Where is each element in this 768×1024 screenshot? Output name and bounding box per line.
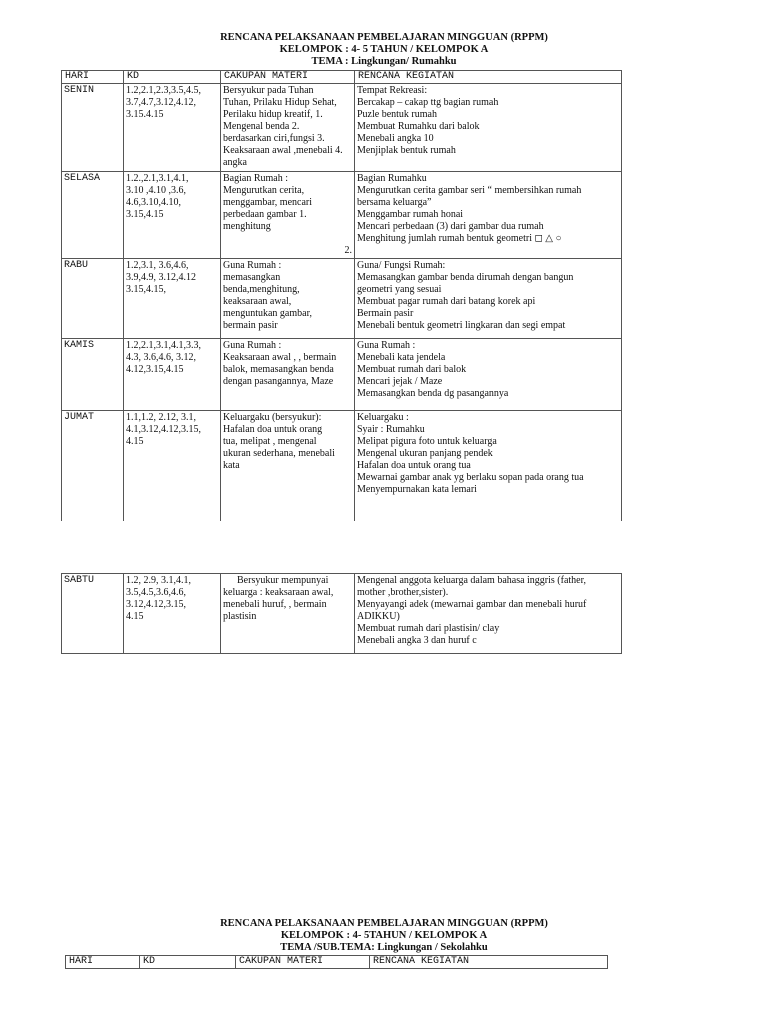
document-title: RENCANA PELAKSANAAN PEMBELAJARAN MINGGUAN (RPPM) bbox=[220, 32, 548, 43]
table-row bbox=[62, 574, 622, 654]
kd-cell: 1.2,3.1, 3.6,4.6, 3.9,4.9, 3.12,4.12 3.15,4.15, bbox=[124, 259, 221, 339]
table-row bbox=[62, 339, 622, 411]
kd-cell: 1.2.,2.1,3.1,4.1, 3.10 ,4.10 ,3.6, 4.6,3.10,4.10, 3.15,4.15 bbox=[124, 172, 221, 259]
materi-cell: Guna Rumah : Keaksaraan awal , , bermain balok, memasangkan benda dengan pasangannya, Maze bbox=[221, 339, 355, 411]
tema-line: TEMA /SUB.TEMA: Lingkungan / Sekolahku bbox=[280, 942, 488, 953]
header-cakupan-materi: CAKUPAN MATERI bbox=[236, 956, 370, 969]
kegiatan-cell: Tempat Rekreasi: Bercakap – cakap ttg bagian rumah Puzle bentuk rumah Membuat Rumahku dari balok Menebali angka 10 Menjiplak bentuk rumah bbox=[355, 84, 622, 172]
header-rencana-kegiatan: RENCANA KEGIATAN bbox=[370, 956, 608, 969]
document-title: RENCANA PELAKSANAAN PEMBELAJARAN MINGGUAN (RPPM) bbox=[220, 918, 548, 929]
kegiatan-cell: Guna/ Fungsi Rumah: Memasangkan gambar benda dirumah dengan bangun geometri yang sesuai Membuat pagar rumah dari batang korek api Bermain pasir Menebali bentuk geometri lingkaran dan segi empat bbox=[355, 259, 622, 339]
hari-cell: SELASA bbox=[62, 172, 124, 259]
kd-cell: 1.2,2.1,3.1,4.1,3.3, 4.3, 3.6,4.6, 3.12, 4.12,3.15,4.15 bbox=[124, 339, 221, 411]
hari-cell: RABU bbox=[62, 259, 124, 339]
tema-line: TEMA : Lingkungan/ Rumahku bbox=[311, 56, 457, 67]
kegiatan-cell: Bagian Rumahku Mengurutkan cerita gambar seri “ membersihkan rumah bersama keluarga” Menggambar rumah honai Mencari perbedaan (3) dari gambar dua rumah Menghitung jumlah rumah bentuk geometri ◻ △ ○ bbox=[355, 172, 622, 259]
table-header-row bbox=[66, 956, 608, 969]
table-row bbox=[62, 259, 622, 339]
header-hari: HARI bbox=[66, 956, 140, 969]
hari-cell: KAMIS bbox=[62, 339, 124, 411]
kd-cell: 1.2, 2.9, 3.1,4.1, 3.5,4.5,3.6,4.6, 3.12,4.12,3.15, 4.15 bbox=[124, 574, 221, 654]
materi-cell: Bagian Rumah : Mengurutkan cerita, menggambar, mencari perbedaan gambar 1. menghitung 2. bbox=[221, 172, 355, 259]
table-row bbox=[62, 84, 622, 172]
materi-cell: Guna Rumah : memasangkan benda,menghitung, keaksaraan awal, menguntukan gambar, bermain pasir bbox=[221, 259, 355, 339]
sabtu-table bbox=[61, 573, 622, 654]
document-header-2 bbox=[0, 918, 768, 954]
kelompok-line: KELOMPOK : 4- 5TAHUN / KELOMPOK A bbox=[280, 930, 488, 941]
kelompok-line: KELOMPOK : 4- 5 TAHUN / KELOMPOK A bbox=[279, 44, 489, 55]
table-row bbox=[62, 411, 622, 521]
kegiatan-cell: Guna Rumah : Menebali kata jendela Membuat rumah dari balok Mencari jejak / Maze Memasangkan benda dg pasangannya bbox=[355, 339, 622, 411]
kd-cell: 1.2,2.1,2.3,3.5,4.5, 3.7,4.7,3.12,4.12, 3.15.4.15 bbox=[124, 84, 221, 172]
table-header-row bbox=[62, 71, 622, 84]
rppm-table bbox=[61, 70, 622, 521]
rppm-table-2 bbox=[65, 955, 608, 969]
hari-cell: JUMAT bbox=[62, 411, 124, 521]
header-rencana-kegiatan: RENCANA KEGIATAN bbox=[355, 71, 622, 84]
hari-cell: SENIN bbox=[62, 84, 124, 172]
materi-cell: Bersyukur pada Tuhan Tuhan, Prilaku Hidup Sehat, Perilaku hidup kreatif, 1. Mengenal benda 2. berdasarkan ciri,fungsi 3. Keaksaraan awal ,menebali 4. angka bbox=[221, 84, 355, 172]
kd-cell: 1.1,1.2, 2.12, 3.1, 4.1,3.12,4.12,3.15, 4.15 bbox=[124, 411, 221, 521]
kegiatan-cell: Mengenal anggota keluarga dalam bahasa inggris (father, mother ,brother,sister). Menyayangi adek (mewarnai gambar dan menebali huruf ADIKKU) Membuat rumah dari plastisin/ clay Menebali angka 3 dan huruf c bbox=[355, 574, 622, 654]
header-cakupan-materi: CAKUPAN MATERI bbox=[221, 71, 355, 84]
header-kd: KD bbox=[124, 71, 221, 84]
document-header bbox=[0, 32, 768, 68]
hari-cell: SABTU bbox=[62, 574, 124, 654]
table-row bbox=[62, 172, 622, 259]
kegiatan-cell: Keluargaku : Syair : Rumahku Melipat pigura foto untuk keluarga Mengenal ukuran panjang pendek Hafalan doa untuk orang tua Mewarnai gambar anak yg berlaku sopan pada orang tua Menyempurnakan kata lemari bbox=[355, 411, 622, 521]
header-hari: HARI bbox=[62, 71, 124, 84]
materi-cell: Keluargaku (bersyukur): Hafalan doa untuk orang tua, melipat , mengenal ukuran sederhana, menebali kata bbox=[221, 411, 355, 521]
materi-cell: Bersyukur mempunyai keluarga : keaksaraan awal, menebali huruf, , bermain plastisin bbox=[221, 574, 355, 654]
header-kd: KD bbox=[140, 956, 236, 969]
